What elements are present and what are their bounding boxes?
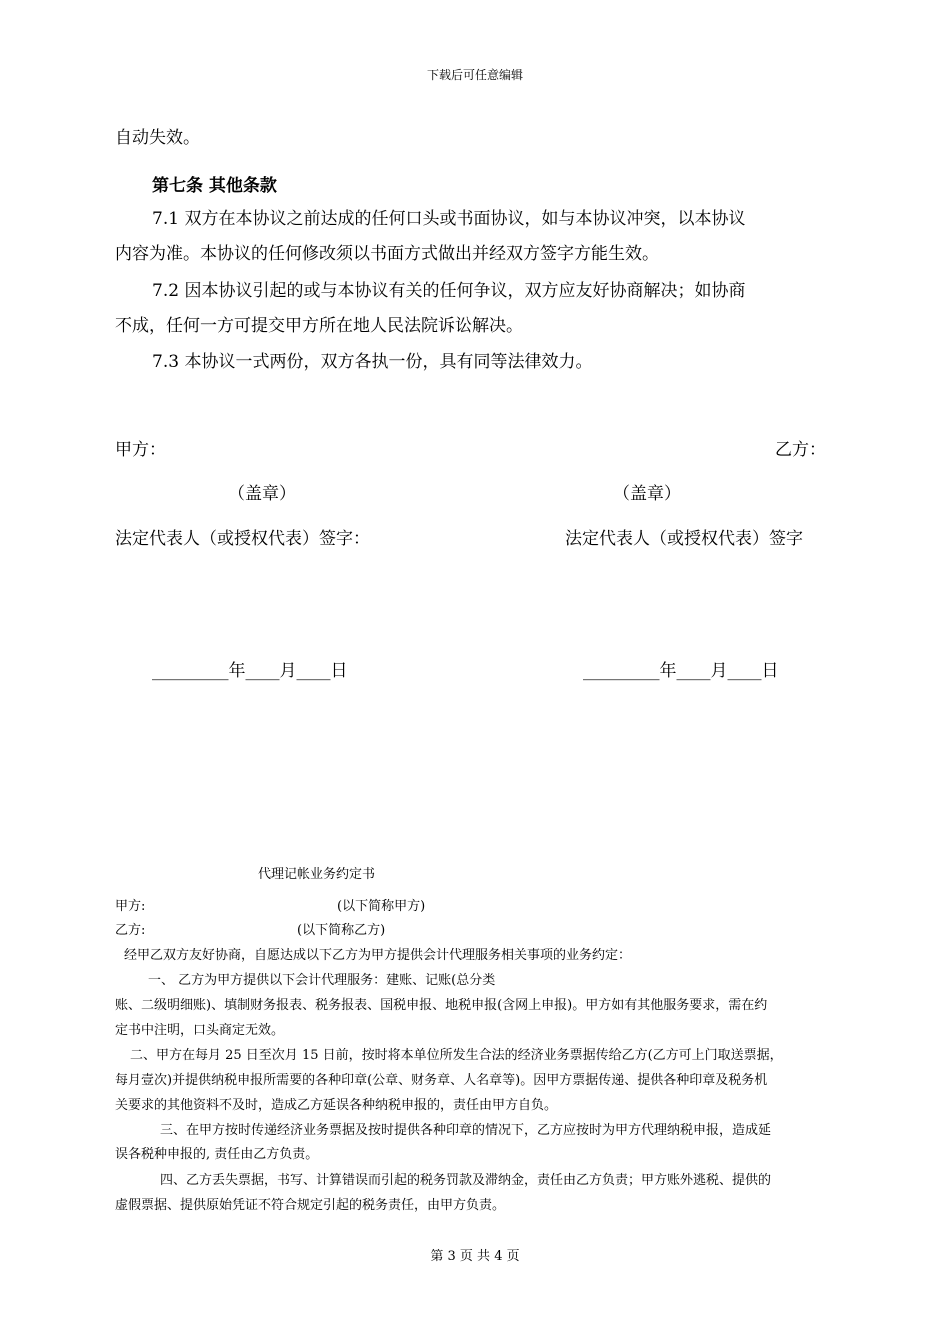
clause-2-line1: 二、甲方在每月 25 日至次月 15 日前，按时将本单位所发生合法的经济业务票据传给乙方(乙方可上门取送票据， [130, 1048, 783, 1063]
clause-7-1-line2: 内容为准。本协议的任何修改须以书面方式做出并经双方签字方能生效。 [115, 244, 659, 264]
page-header: 下载后可任意编辑 [426, 68, 523, 82]
clause-4-line1: 四、乙方丢失票据，书写、计算错误而引起的税务罚款及滞纳金，责任由乙方负责；甲方账外逃税、提供的 [160, 1173, 772, 1188]
party-b-seal: （盖章） [613, 484, 681, 504]
clause-1-line2: 账、二级明细账)、填制财务报表、税务报表、国税申报、地税申报(含网上申报)。甲方如有其他服务要求，需在约 [115, 998, 768, 1013]
agreement-party-b-label: 乙方: [115, 923, 146, 938]
clause-2-line3: 关要求的其他资料不及时，造成乙方延误各种纳税申报的，责任由甲方自负。 [115, 1098, 558, 1113]
clause-7-1-line1: 7.1 双方在本协议之前达成的任何口头或书面协议，如与本协议冲突，以本协议 [152, 209, 746, 229]
clause-7-2-line2: 不成，任何一方可提交甲方所在地人民法院诉讼解决。 [115, 316, 523, 336]
party-a-seal: （盖章） [228, 484, 296, 504]
clause-1-line1: 一、 乙方为甲方提供以下会计代理服务：建账、记账(总分类 [148, 973, 496, 988]
party-a-representative: 法定代表人（或授权代表）签字： [115, 529, 370, 549]
clause-1-line3: 定书中注明，口头商定无效。 [115, 1023, 285, 1038]
agreement-party-b-note: (以下简称乙方) [297, 923, 386, 938]
clause-7-2-line1: 7.2 因本协议引起的或与本协议有关的任何争议，双方应友好协商解决；如协商 [152, 281, 746, 301]
agreement-party-a-note: (以下简称甲方) [337, 899, 426, 914]
clause-2-line2: 每月壹次)并提供纳税申报所需要的各种印章(公章、财务章、人名章等)。因甲方票据传递、提供各种印章及税务机 [115, 1073, 768, 1088]
party-b-date: _________年____月____日 [583, 661, 779, 681]
continuation-text: 自动失效。 [115, 128, 200, 148]
agreement-title: 代理记帐业务约定书 [258, 867, 376, 882]
party-a-label: 甲方： [115, 440, 166, 460]
party-b-label: 乙方： [775, 440, 826, 460]
page-footer: 第 3 页 共 4 页 [430, 1249, 520, 1264]
clause-3-line1: 三、在甲方按时传递经济业务票据及按时提供各种印章的情况下，乙方应按时为甲方代理纳税申报，造成延 [160, 1123, 772, 1138]
clause-4-line2: 虚假票据、提供原始凭证不符合规定引起的税务责任，由甲方负责。 [115, 1198, 506, 1213]
party-b-representative: 法定代表人（或授权代表）签字 [565, 529, 803, 549]
clause-7-3: 7.3 本协议一式两份，双方各执一份，具有同等法律效力。 [152, 352, 593, 372]
article-7-title: 第七条 其他条款 [152, 176, 277, 196]
clause-3-line2: 误各税种申报的, 责任由乙方负责。 [115, 1147, 319, 1162]
agreement-intro: 经甲乙双方友好协商，自愿达成以下乙方为甲方提供会计代理服务相关事项的业务约定： [124, 948, 632, 963]
agreement-party-a-label: 甲方: [115, 899, 146, 914]
party-a-date: _________年____月____日 [152, 661, 348, 681]
